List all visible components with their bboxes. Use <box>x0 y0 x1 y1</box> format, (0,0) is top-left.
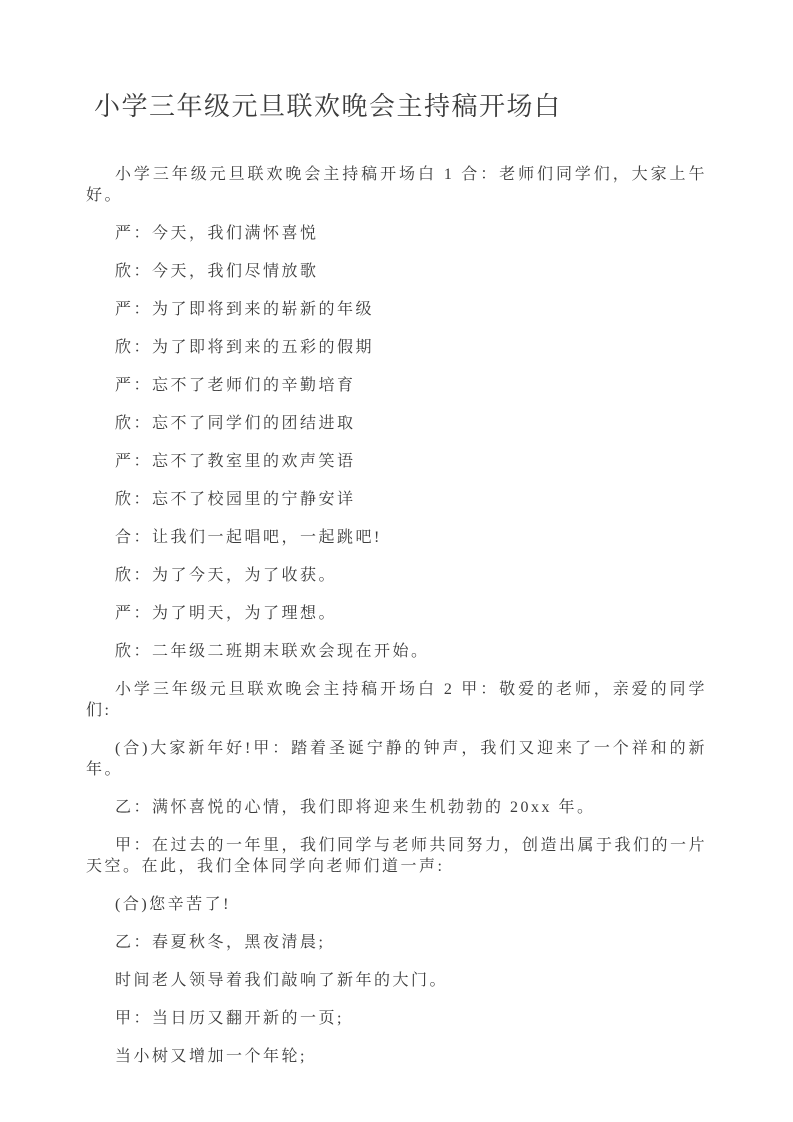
paragraph: 欣：今天，我们尽情放歌 <box>115 263 319 280</box>
paragraph: 乙：满怀喜悦的心情，我们即将迎来生机勃勃的 20xx 年。 <box>115 799 596 816</box>
document-title: 小学三年级元旦联欢晚会主持稿开场白 <box>94 92 562 121</box>
paragraph: 欣：忘不了校园里的宁静安详 <box>115 491 356 508</box>
paragraph: 乙：春夏秋冬，黑夜清晨; <box>115 934 326 951</box>
paragraph: 欣：忘不了同学们的团结进取 <box>115 415 356 432</box>
paragraph: 严：忘不了教室里的欢声笑语 <box>115 453 356 470</box>
document-body <box>86 164 707 1067</box>
paragraph: 欣：二年级二班期末联欢会现在开始。 <box>115 643 430 660</box>
paragraph: 合：让我们一起唱吧，一起跳吧! <box>115 529 382 546</box>
paragraph: 小学三年级元旦联欢晚会主持稿开场白 2 甲：敬爱的老师，亲爱的同学们: <box>86 681 707 719</box>
paragraph: 严：为了明天，为了理想。 <box>115 605 338 622</box>
paragraph: 甲：在过去的一年里，我们同学与老师共同努力，创造出属于我们的一片天空。在此，我们全体同学向老师们道一声: <box>86 837 708 875</box>
paragraph: 严：为了即将到来的崭新的年级 <box>115 301 375 318</box>
paragraph: 小学三年级元旦联欢晚会主持稿开场白 1 合：老师们同学们，大家上午好。 <box>86 166 707 204</box>
paragraph: 欣：为了即将到来的五彩的假期 <box>115 339 375 356</box>
paragraph: (合)您辛苦了! <box>115 896 231 913</box>
paragraph: 严：今天，我们满怀喜悦 <box>115 225 319 242</box>
paragraph: 甲：当日历又翻开新的一页; <box>115 1010 344 1027</box>
paragraph: 严：忘不了老师们的辛勤培育 <box>115 377 356 394</box>
paragraph: 时间老人领导着我们敲响了新年的大门。 <box>115 972 449 989</box>
paragraph: (合)大家新年好!甲：踏着圣诞宁静的钟声，我们又迎来了一个祥和的新年。 <box>86 740 707 778</box>
paragraph: 当小树又增加一个年轮; <box>115 1048 307 1065</box>
paragraph: 欣：为了今天，为了收获。 <box>115 567 338 584</box>
